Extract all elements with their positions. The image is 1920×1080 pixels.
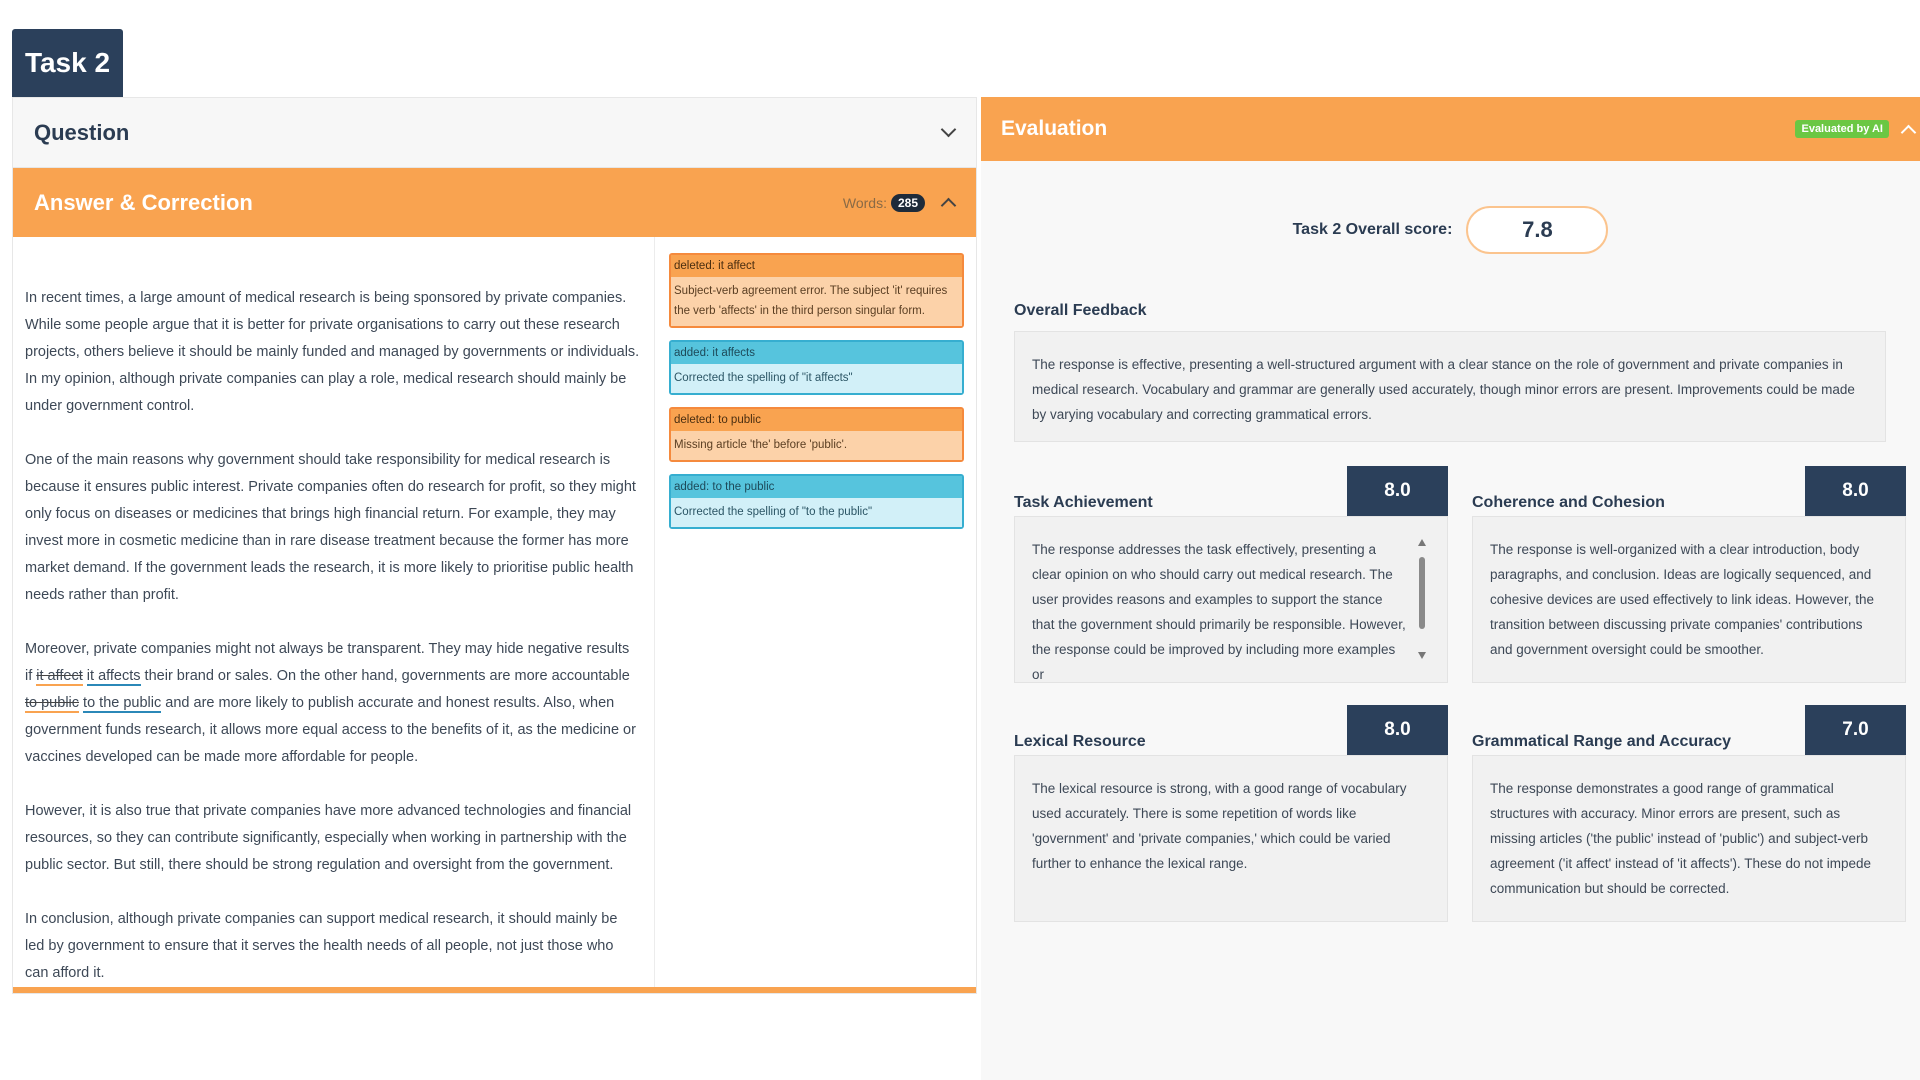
correction-head [671,342,962,364]
correction-text: it affect [718,260,756,272]
evaluation-panel [981,97,1920,1080]
criterion-title: Task Achievement [1014,494,1153,511]
word-count-label: Words: [842,194,887,211]
word-count [843,194,925,212]
scroll-thumb[interactable] [1419,557,1425,629]
correction-note: Corrected the spelling of "to the public" [671,498,962,527]
criterion-text: The response addresses the task effectively, presenting a clear opinion on who should carry out medical research. The user provides reasons and examples to support the stance that the government should primarily be responsible. However, the response could be improved by including more examples or [1032,542,1406,682]
criterion-header [1472,705,1906,755]
correction-type: deleted: [674,414,715,426]
essay-paragraph-2: One of the main reasons why government should take responsibility for medical research is because it ensures public interest. Private companies often do research for profit, so they might only focus on diseases or medicines that brings high financial return. For example, they may invest more in cosmetic medicine than in rare disease treatment because the former has more market demand. If the government leads the research, it is more likely to prioritise public health needs rather than profit. [25,452,636,603]
feedback-scrollbar[interactable] [1417,539,1427,659]
scroll-up-arrow-icon[interactable] [1418,539,1426,546]
scroll-down-arrow-icon[interactable] [1418,652,1426,659]
correction-type: added: [674,481,710,493]
correction-text: to the public [712,481,775,493]
answer-header-controls [843,194,954,212]
correction-head [671,476,962,498]
essay-text-segment: Moreover, private companies might not always be transparent. They may hide negative results if [25,641,630,684]
essay-paragraph-5: In conclusion, although private companies can support medical research, it should mainly be led by government to ensure that it serves the health needs of all people, not just those who can afford it. [25,911,618,981]
correction-note: Subject-verb agreement error. The subject 'it' requires the verb 'affects' in the third person singular form. [671,277,962,326]
evaluation-header-controls [1795,120,1920,138]
criterion-coherence-cohesion [1472,466,1906,683]
criterion-score: 8.0 [1347,466,1448,516]
criterion-score: 7.0 [1805,705,1906,755]
overall-score-row [981,206,1920,254]
criterion-task-achievement [1014,466,1448,683]
corrections-list [655,237,976,989]
criterion-feedback: The lexical resource is strong, with a good range of vocabulary used accurately. There is some repetition of words like 'government' and 'private companies,' which could be varied further to enhance the lexical range. [1014,755,1448,922]
correction-head [671,255,962,277]
question-accordion-header[interactable] [13,98,976,168]
correction-text: to public [718,414,761,426]
word-count-badge: 285 [891,194,925,212]
answer-correction-title: Answer & Correction [34,189,253,215]
essay-paragraph-3 [25,636,640,771]
panel-bottom-border [13,987,976,993]
criterion-title: Grammatical Range and Accuracy [1472,733,1732,750]
left-panel [12,97,977,994]
correction-card-deleted[interactable] [669,253,964,328]
evaluation-title: Evaluation [1001,117,1108,140]
essay-text-segment: and are more likely to publish accurate and honest results. Also, when government funds research, it allows more equal access to the benefits of it, as the medicine or vaccines developed can be made more affordable for people. [25,695,636,765]
added-text-mark[interactable]: to the public [83,695,162,711]
criterion-score: 8.0 [1805,466,1906,516]
question-title: Question [34,119,130,145]
correction-note: Corrected the spelling of "it affects" [671,364,962,393]
overall-score-label: Task 2 Overall score: [1292,221,1453,238]
deleted-text-mark[interactable]: it affect [36,668,83,684]
essay-text [13,237,655,989]
essay-paragraph-1: In recent times, a large amount of medical research is being sponsored by private companies. While some people argue that it is better for private organisations to carry out these research projects, others believe it should be mainly funded and managed by governments or individuals. In my opinion, although private companies can play a role, medical research should mainly be under government control. [25,290,640,414]
correction-text: it affects [712,347,756,359]
correction-card-deleted[interactable] [669,407,964,462]
chevron-up-icon[interactable] [1901,124,1917,140]
added-text-mark[interactable]: it affects [86,668,141,684]
answer-body [13,237,976,989]
evaluation-header[interactable] [981,97,1920,161]
criterion-lexical-resource [1014,705,1448,922]
overall-score-value: 7.8 [1466,206,1608,254]
correction-type: added: [674,347,710,359]
criterion-title: Lexical Resource [1014,733,1146,750]
evaluated-by-ai-badge: Evaluated by AI [1795,120,1889,138]
overall-feedback-title: Overall Feedback [1014,302,1147,319]
essay-text-segment: their brand or sales. On the other hand, governments are more accountable [140,668,630,684]
overall-feedback-text: The response is effective, presenting a well-structured argument with a clear stance on the role of government and private companies in medical research. Vocabulary and grammar are generally used accurately, though minor errors are present. Improvements could be made by varying vocabulary and correcting grammatical errors. [1014,331,1886,442]
task-2-tab[interactable]: Task 2 [12,29,123,97]
essay-paragraph-4: However, it is also true that private companies have more advanced technologies and financial resources, so they can contribute significantly, especially when working in partnership with the public sector. But still, there should be strong regulation and oversight from the government. [25,803,632,873]
chevron-down-icon[interactable] [941,122,957,138]
criterion-title: Coherence and Cohesion [1472,494,1665,511]
criterion-feedback [1014,516,1448,683]
correction-card-added[interactable] [669,340,964,395]
chevron-up-icon[interactable] [941,198,957,214]
criterion-header [1014,466,1448,516]
correction-card-added[interactable] [669,474,964,529]
deleted-text-mark[interactable]: to public [25,695,80,711]
correction-note: Missing article 'the' before 'public'. [671,431,962,460]
answer-correction-header[interactable] [13,168,976,237]
criterion-feedback: The response is well-organized with a clear introduction, body paragraphs, and conclusion. Ideas are logically sequenced, and cohesive devices are used effectively to link ideas. However, the transition between discussing private companies' contributions and government oversight could be smoother. [1472,516,1906,683]
criterion-header [1014,705,1448,755]
criterion-header [1472,466,1906,516]
criterion-score: 8.0 [1347,705,1448,755]
criterion-grammatical-range [1472,705,1906,922]
correction-head [671,409,962,431]
criterion-feedback: The response demonstrates a good range of grammatical structures with accuracy. Minor errors are present, such as missing articles ('the public' instead of 'public') and subject-verb agreement ('it affect' instead of 'it affects'). These do not impede communication but should be corrected. [1472,755,1906,922]
correction-type: deleted: [674,260,715,272]
